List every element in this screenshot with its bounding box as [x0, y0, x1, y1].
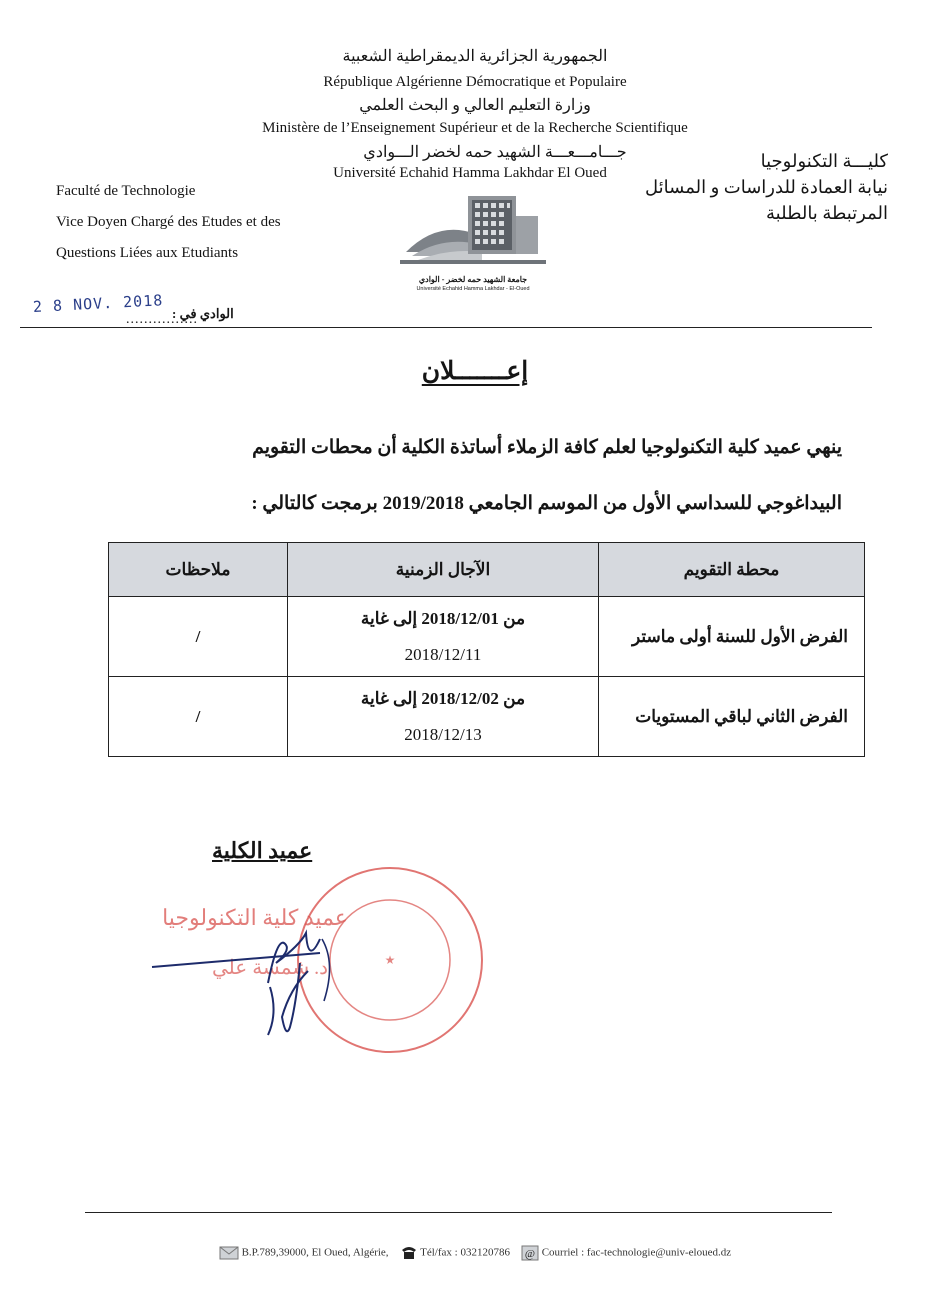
- at-sign-icon: [521, 1245, 539, 1261]
- dean-stamp-name: د. شمسة علي: [211, 957, 328, 979]
- header-university-fr: Université Echahid Hamma Lakhdar El Oued: [333, 165, 607, 181]
- period-cell: [288, 597, 599, 677]
- header-university-ar: جـــامـــعـــة الشهيد حمه لخضر الـــوادي: [363, 144, 627, 161]
- announcement-title: إعـــــــلان: [421, 358, 529, 385]
- header-republic-fr: République Algérienne Démocratique et Populaire: [323, 74, 627, 90]
- header-republic-ar: الجمهورية الجزائرية الديمقراطية الشعبية: [342, 48, 608, 65]
- notes-cell: /: [109, 677, 288, 757]
- notes-cell: /: [109, 597, 288, 677]
- table-row: [109, 677, 865, 757]
- footer-divider: [85, 1212, 832, 1213]
- footer-email: Courriel : fac-technologie@univ-eloued.dz: [541, 1246, 732, 1259]
- station-cell: الفرض الأول للسنة أولى ماستر: [599, 597, 865, 677]
- period-cell: [288, 677, 599, 757]
- announcement-line-2: البيداغوجي للسداسي الأول من الموسم الجامعي 2019/2018 برمجت كالتالي :: [251, 493, 842, 514]
- vice-dean-line-ar: نيابة العمادة للدراسات و المسائل: [645, 177, 888, 197]
- announcement-line-1: ينهي عميد كلية التكنولوجيا لعلم كافة الزملاء أساتذة الكلية أن محطات التقويم: [252, 437, 842, 458]
- header-notes: ملاحظات: [109, 543, 288, 597]
- faculty-name-fr: Faculté de Technologie: [56, 183, 196, 199]
- telephone-icon: [400, 1245, 418, 1261]
- period-start: من 2018/12/01 إلى غاية: [360, 608, 526, 628]
- header-divider: [20, 327, 872, 328]
- header-evaluation-station: محطة التقويم: [599, 543, 865, 597]
- table-header-row: [109, 543, 865, 597]
- dean-signature-title: عميد الكلية: [212, 838, 313, 863]
- svg-text:★: ★: [384, 953, 396, 967]
- date-stamp: 2 8 NOV. 2018: [32, 291, 164, 316]
- vice-dean-line-fr: Vice Doyen Chargé des Etudes et des: [56, 214, 281, 230]
- faculty-block-ar: [645, 148, 888, 226]
- logo-caption-ar: جامعة الشهيد حمه لخضر - الوادي: [418, 275, 528, 284]
- envelope-icon: [219, 1246, 239, 1260]
- dean-stamp-title: عميد كلية التكنولوجيا: [162, 905, 348, 930]
- faculty-name-ar: كليـــة التكنولوجيا: [760, 151, 888, 171]
- logo-caption-fr: Université Echahid Hamma Lakhdar - El-Oued: [416, 286, 530, 292]
- university-logo: [398, 190, 548, 290]
- handwritten-signature-icon: [150, 905, 360, 1045]
- svg-text:@: @: [524, 1248, 536, 1260]
- faculty-block-fr: [56, 176, 281, 269]
- footer-phone: Tél/fax : 032120786: [420, 1246, 510, 1259]
- date-label: الوادي في :: [172, 306, 234, 321]
- header-ministry-ar: وزارة التعليم العالي و البحث العلمي: [359, 97, 591, 114]
- period-start: من 2018/12/02 إلى غاية: [360, 688, 526, 708]
- university-building-logo-icon: [398, 190, 548, 270]
- period-end: 2018/12/11: [404, 644, 482, 664]
- footer-contact: [0, 1245, 950, 1261]
- date-dots: ................: [126, 312, 198, 327]
- footer-address: B.P.789,39000, El Oued, Algérie,: [241, 1246, 389, 1259]
- period-end: 2018/12/13: [404, 724, 482, 744]
- table-row: [109, 597, 865, 677]
- evaluation-schedule-table: [108, 542, 865, 757]
- student-questions-line-fr: Questions Liées aux Etudiants: [56, 245, 239, 261]
- header-ministry-fr: Ministère de l’Enseignement Supérieur et de la Recherche Scientifique: [262, 120, 688, 136]
- header-time-period: الآجال الزمنية: [288, 543, 599, 597]
- station-cell: الفرض الثاني لباقي المستويات: [599, 677, 865, 757]
- student-matters-line-ar: المرتبطة بالطلبة: [766, 203, 888, 223]
